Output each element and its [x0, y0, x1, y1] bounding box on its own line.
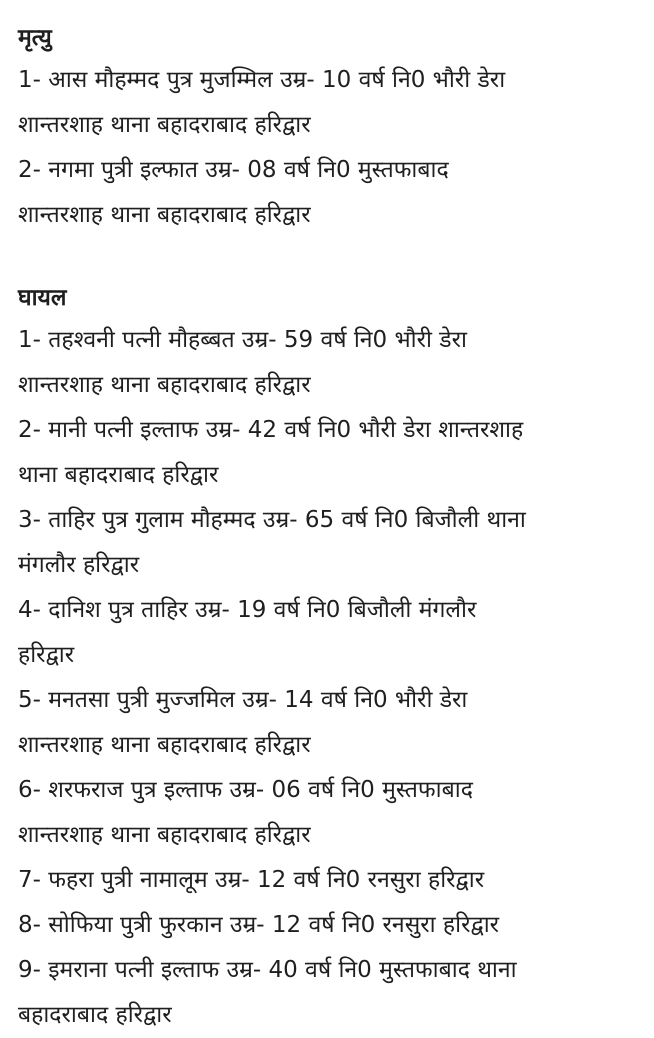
section-spacer	[18, 238, 636, 278]
injured-entry: 6- शरफराज पुत्र इल्ताफ उम्र- 06 वर्ष नि0 मुस्तफाबाद शान्तरशाह थाना बहादराबाद हरिद्वार	[18, 777, 473, 848]
injured-entry: 5- मनतसा पुत्री मुज्जमिल उम्र- 14 वर्ष नि0 भौरी डेरा शान्तरशाह थाना बहादराबाद हरिद्वार	[18, 687, 468, 758]
injured-heading: घायल	[18, 285, 67, 311]
death-entry: 1- आस मौहम्मद पुत्र मुजम्मिल उम्र- 10 वर्ष नि0 भौरी डेरा शान्तरशाह थाना बहादराबाद हरिद्वार	[18, 67, 506, 138]
injured-entry: 3- ताहिर पुत्र गुलाम मौहम्मद उम्र- 65 वर्ष नि0 बिजौली थाना मंगलौर हरिद्वार	[18, 507, 526, 578]
injured-entry: 2- मानी पत्नी इल्ताफ उम्र- 42 वर्ष नि0 भौरी डेरा शान्तरशाह थाना बहादराबाद हरिद्वार	[18, 417, 524, 488]
injured-entry: 9- इमराना पत्नी इल्ताफ उम्र- 40 वर्ष नि0 मुस्तफाबाद थाना बहादराबाद हरिद्वार	[18, 957, 517, 1028]
deaths-heading: मृत्यु	[18, 25, 52, 51]
injured-entry: 4- दानिश पुत्र ताहिर उम्र- 19 वर्ष नि0 बिजौली मंगलौर हरिद्वार	[18, 597, 477, 668]
injured-entry: 1- तहश्वनी पत्नी मौहब्बत उम्र- 59 वर्ष नि0 भौरी डेरा शान्तरशाह थाना बहादराबाद हरिद्वार	[18, 327, 467, 398]
deaths-section	[18, 18, 636, 238]
death-entry: 2- नगमा पुत्री इल्फात उम्र- 08 वर्ष नि0 मुस्तफाबाद शान्तरशाह थाना बहादराबाद हरिद्वार	[18, 157, 449, 228]
injured-section	[18, 278, 636, 1038]
injured-entry: 7- फहरा पुत्री नामालूम उम्र- 12 वर्ष नि0 रनसुरा हरिद्वार	[18, 867, 485, 893]
injured-entry: 8- सोफिया पुत्री फुरकान उम्र- 12 वर्ष नि0 रनसुरा हरिद्वार	[18, 912, 500, 938]
casualty-list	[18, 18, 636, 1038]
